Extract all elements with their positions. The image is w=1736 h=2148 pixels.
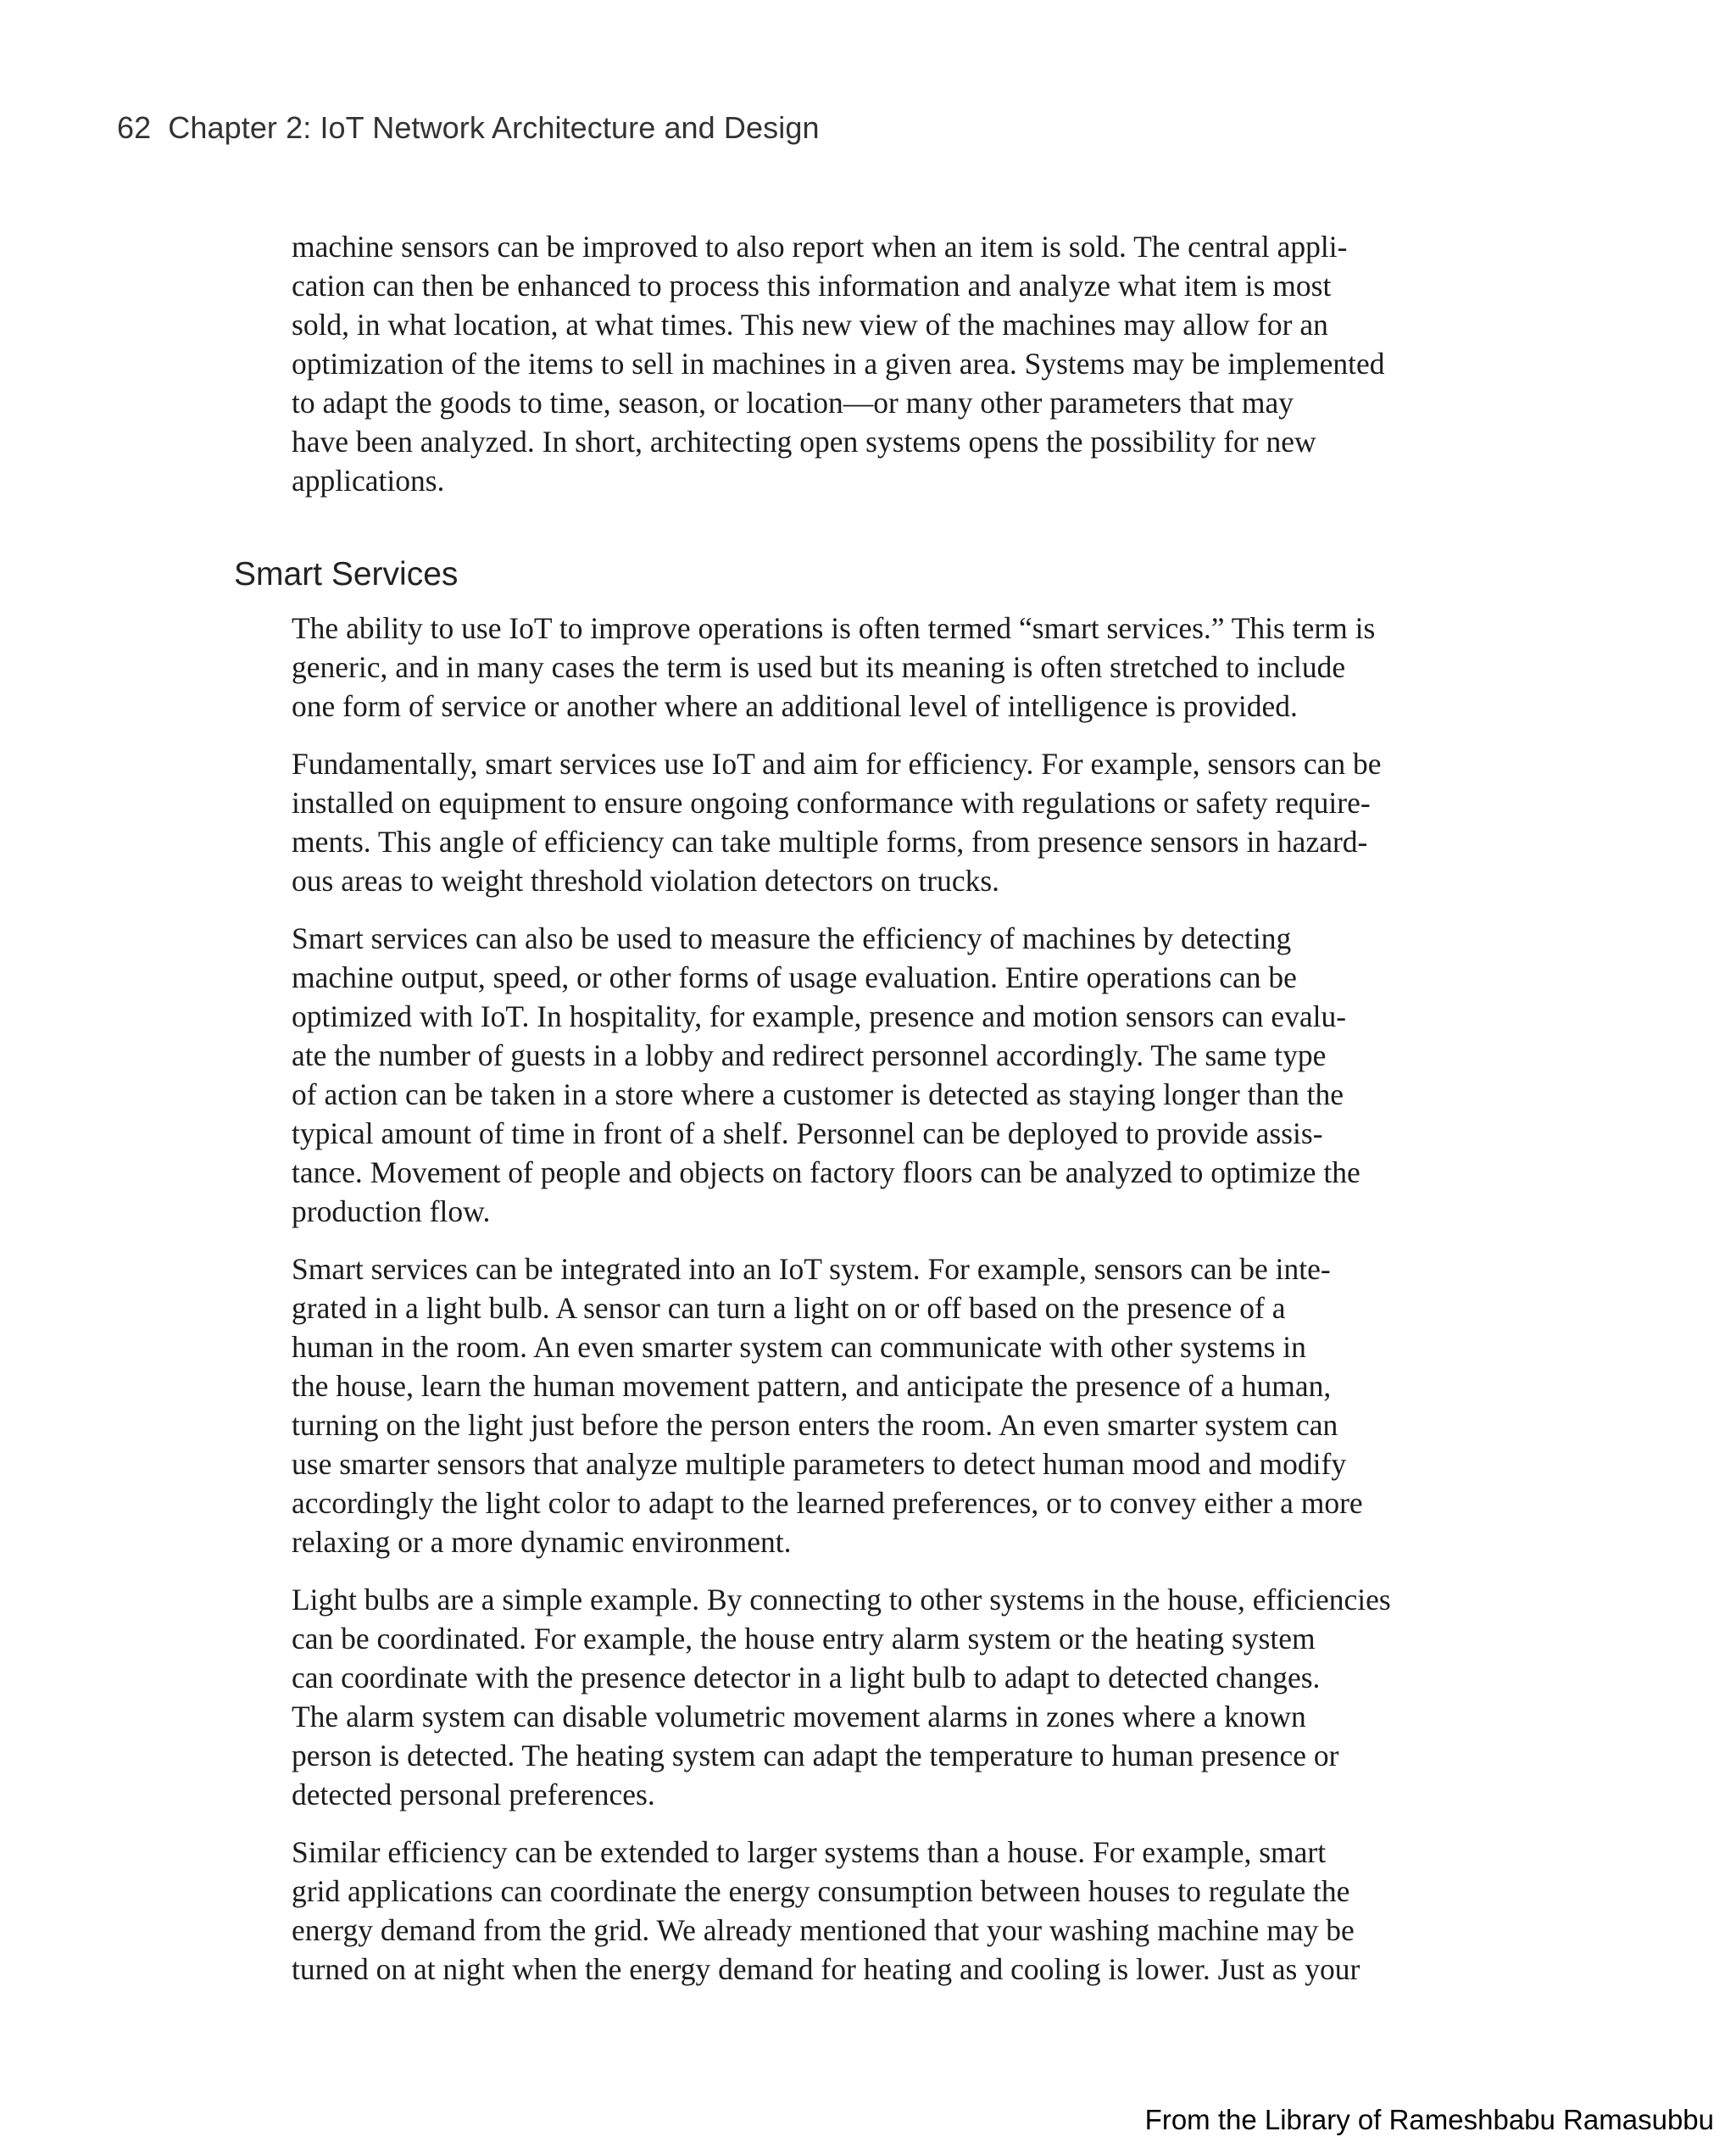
paragraph-5: Light bulbs are a simple example. By connecting to other systems in the house, efficiencies can be coordinated. For example, the house entry alarm system or the heating system can coordinate with the presence detector in a light bulb to adapt to detected changes. The alarm system can disable volumetric movement alarms in zones where a known person is detected. The heating system can adapt the temperature to human presence or detected personal preferences. [292,1583,1391,1811]
running-head [117,110,820,146]
paragraph-6: Similar efficiency can be extended to larger systems than a house. For example, smart grid applications can coordinate the energy consumption between houses to regulate the energy demand from the grid. We already mentioned that your washing machine may be turned on at night when the energy demand for heating and cooling is lower. Just as your [292,1835,1360,1986]
paragraph-2: Fundamentally, smart services use IoT and aim for efficiency. For example, sensors can be installed on equipment to ensure ongoing conformance with regulations or safety require- ments. This angle of efficiency can take multiple forms, from presence sensors in hazard- ous areas to weight threshold violation detectors on trucks. [292,747,1382,898]
section-body [292,609,1453,2007]
intro-block [292,227,1453,519]
paragraph-1: The ability to use IoT to improve operations is often termed “smart services.” This term is generic, and in many cases the term is used but its meaning is often stretched to include one form of service or another where an additional level of intelligence is provided. [292,611,1376,723]
section-heading: Smart Services [234,556,459,593]
page-number: 62 [117,110,152,145]
library-credit: From the Library of Rameshbabu Ramasubbu [1144,2104,1714,2135]
paragraph-4: Smart services can be integrated into an IoT system. For example, sensors can be inte- grated in a light bulb. A sensor can turn a light on or off based on the presence of a human in the room. An even smarter system can communicate with other systems in the house, learn the human movement pattern, and anticipate the presence of a human, turning on the light just before the person enters the room. An even smarter system can use smarter sensors that analyze multiple parameters to detect human mood and modify accordingly the light color to adapt to the learned preferences, or to convey either a more relaxing or a more dynamic environment. [292,1252,1363,1559]
intro-paragraph: machine sensors can be improved to also report when an item is sold. The central appli- cation can then be enhanced to process this information and analyze what item is most sold, in what location, at what times. This new view of the machines may allow for an optimization of the items to sell in machines in a given area. Systems may be implemented to adapt the goods to time, season, or location—or many other parameters that may have been analyzed. In short, architecting open systems opens the possibility for new applications. [292,230,1385,498]
chapter-title: Chapter 2: IoT Network Architecture and Design [168,110,820,145]
paragraph-3: Smart services can also be used to measure the efficiency of machines by detecting machine output, speed, or other forms of usage evaluation. Entire operations can be optimized with IoT. In hospitality, for example, presence and motion sensors can evalu- ate the number of guests in a lobby and redirect personnel accordingly. The same type of action can be taken in a store where a customer is detected as staying longer than the typical amount of time in front of a shelf. Personnel can be deployed to provide assis- tance. Movement of people and objects on factory floors can be analyzed to optimize the production flow. [292,921,1360,1228]
